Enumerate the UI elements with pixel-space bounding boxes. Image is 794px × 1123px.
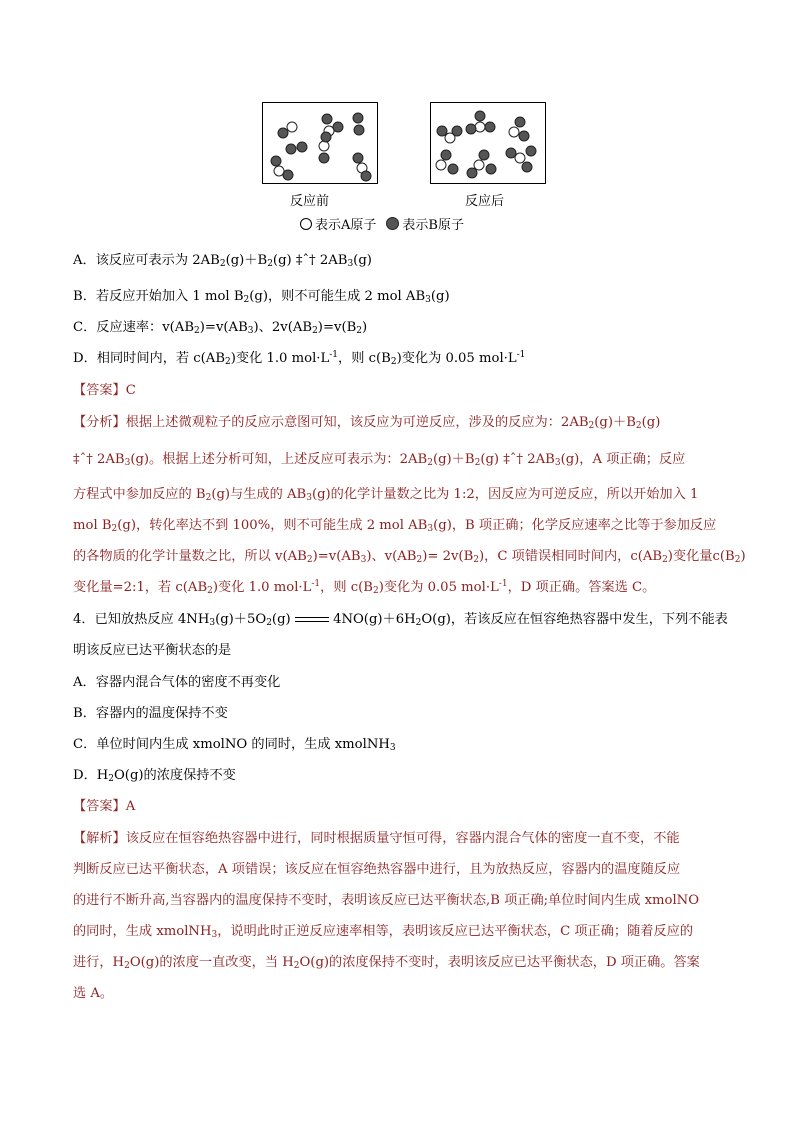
q3-analysis-line6: 变化量=2:1，若 $c(AB_2)$变化 1.0 $mol\cdot L^{-1}$，则 $c(B_2)$变化为 0.05 $mol\cdot L^{-1}$，D 项正确。答案选 C。 [73, 579, 656, 596]
a-atom [287, 122, 297, 132]
q4-option-c: C．单位时间内生成 xmolNO 的同时，生成 xmolNH$_3$ [73, 737, 396, 753]
q3-analysis-line2: ‡ˆ† $2AB_3(g)$。根据上述分析可知，上述反应可表示为：$2AB_2(g)+B_2(g)$ ‡ˆ† $2AB_3(g)$，A 项正确；反应 [73, 452, 686, 468]
b-atom-legend-icon [386, 217, 399, 230]
b-atom [353, 153, 363, 163]
q4-stem-line2: 明该反应已达平衡状态的是 [73, 643, 232, 658]
b-atom [319, 153, 329, 163]
b-atom [278, 128, 288, 138]
a-atom-legend-icon [300, 218, 312, 230]
a-atom [509, 127, 519, 137]
b-atom [479, 150, 489, 160]
a-atom [474, 160, 484, 170]
q4-explanation-line3: 的进行不断升高,当容器内的温度保持不变时，表明该反应已达平衡状态,B 项正确;单位时间内生成 xmolNO [73, 893, 700, 908]
q4-option-a: A．容器内混合气体的密度不再变化 [73, 675, 281, 690]
b-atom [353, 113, 363, 123]
b-atom [526, 146, 536, 156]
legend-b-label: 表示B原子 [402, 218, 464, 233]
q4-option-b: B．容器内的温度保持不变 [73, 706, 228, 721]
b-atom [361, 171, 371, 181]
q3-option-b: B．若反应开始加入 1 mol $B_2(g)$，则不可能生成 2 mol $AB_3(g)$ [73, 289, 450, 305]
q3-answer: 【答案】C [73, 383, 136, 398]
q4-explanation-line6: 选 A。 [73, 986, 114, 1001]
b-atom [485, 122, 495, 132]
before-box [262, 102, 378, 184]
caption-after: 反应后 [465, 194, 505, 209]
q3-option-d: D．相同时间内，若 $c(AB_2)$变化 1.0 $mol\cdot L^{-1}$，则 $c(B_2)$变化为 0.05 $mol\cdot L^{-1}$ [73, 350, 526, 367]
q3-analysis-line1: 【分析】根据上述微观粒子的反应示意图可知，该反应为可逆反应，涉及的反应为：$2AB_2(g)+B_2(g)$ [73, 415, 661, 431]
b-atom [452, 126, 462, 136]
b-atom [475, 111, 485, 121]
a-atom [515, 153, 525, 163]
b-atom [506, 148, 516, 158]
b-atom [466, 124, 476, 134]
q3-analysis-line4: mol $B_2(g)$，转化率达不到 100%，则不可能生成 2 mol $AB_3(g)$，B 项正确；化学反应速率之比等于参加反应 [73, 518, 717, 534]
q4-explanation-line1: 【解析】该反应在恒容绝热容器中进行，同时根据质量守恒可得，容器内混合气体的密度一直不变，不能 [73, 831, 680, 846]
equilibrium-arrow-icon [295, 615, 329, 625]
b-atom [271, 156, 281, 166]
q4-explanation-line5: 进行，$H_2O(g)$的浓度一直改变，当 $H_2O(g)$的浓度保持不变时，表明该反应已达平衡状态，D 项正确。答案 [73, 955, 700, 971]
b-atom [467, 168, 477, 178]
q4-stem-line1: 4．已知放热反应 $4NH_3(g)+5O_2(g)$ $4NO(g)+6H_2O(g)$，若该反应在恒容绝热容器中发生，下列不能表 [73, 612, 728, 628]
q3-analysis-line3: 方程式中参加反应的 $B_2(g)$与生成的 $AB_3(g)$的化学计量数之比为 1:2，因反应为可逆反应，所以开始加入 1 [73, 487, 699, 503]
b-atom [522, 162, 532, 172]
after-molecules [431, 103, 544, 182]
caption-before: 反应前 [290, 194, 330, 209]
legend [300, 214, 464, 233]
b-atom [448, 164, 458, 174]
b-atom [515, 117, 525, 127]
after-box [430, 102, 546, 184]
b-atom [519, 131, 529, 141]
a-atom [475, 122, 485, 132]
b-atom [354, 125, 364, 135]
q4-option-d: D．$H_2O(g)$的浓度保持不变 [73, 768, 236, 784]
b-atom [437, 126, 447, 136]
q3-option-a: A．该反应可表示为 $2AB_2(g)+B_2(g)$ ‡ˆ† $2AB_3(g)$ [73, 253, 372, 269]
b-atom [333, 122, 343, 132]
a-atom [274, 166, 284, 176]
q3-option-c: C．反应速率：$v(AB_2)=v(AB_3)$、$2v(AB_2)=v(B_2)$ [73, 320, 368, 336]
legend-a-label: 表示A原子 [315, 218, 377, 233]
b-atom [322, 114, 332, 124]
before-molecules [263, 103, 376, 182]
b-atom [486, 164, 496, 174]
b-atom [286, 144, 296, 154]
a-atom [436, 160, 446, 170]
b-atom [321, 132, 331, 142]
a-atom [319, 141, 329, 151]
q4-explanation-line2: 判断反应已达平衡状态，A 项错误；该反应在恒容绝热容器中进行，且为放热反应，容器内的温度随反应 [73, 862, 681, 877]
b-atom [283, 170, 293, 180]
q4-answer: 【答案】A [73, 799, 136, 814]
b-atom [441, 150, 451, 160]
q4-explanation-line4: 的同时，生成 xmolNH$_3$，说明此时正逆反应速率相等，表明该反应已达平衡状态，C 项正确；随着反应的 [73, 924, 694, 940]
b-atom [297, 142, 307, 152]
q3-analysis-line5: 的各物质的化学计量数之比，所以 $v(AB_2)=v(AB_3)$、$v(AB_2)= 2v(B_2)$，C 项错误相同时间内，$c(AB_2)$变化量$c(B_2)$ [73, 549, 746, 565]
